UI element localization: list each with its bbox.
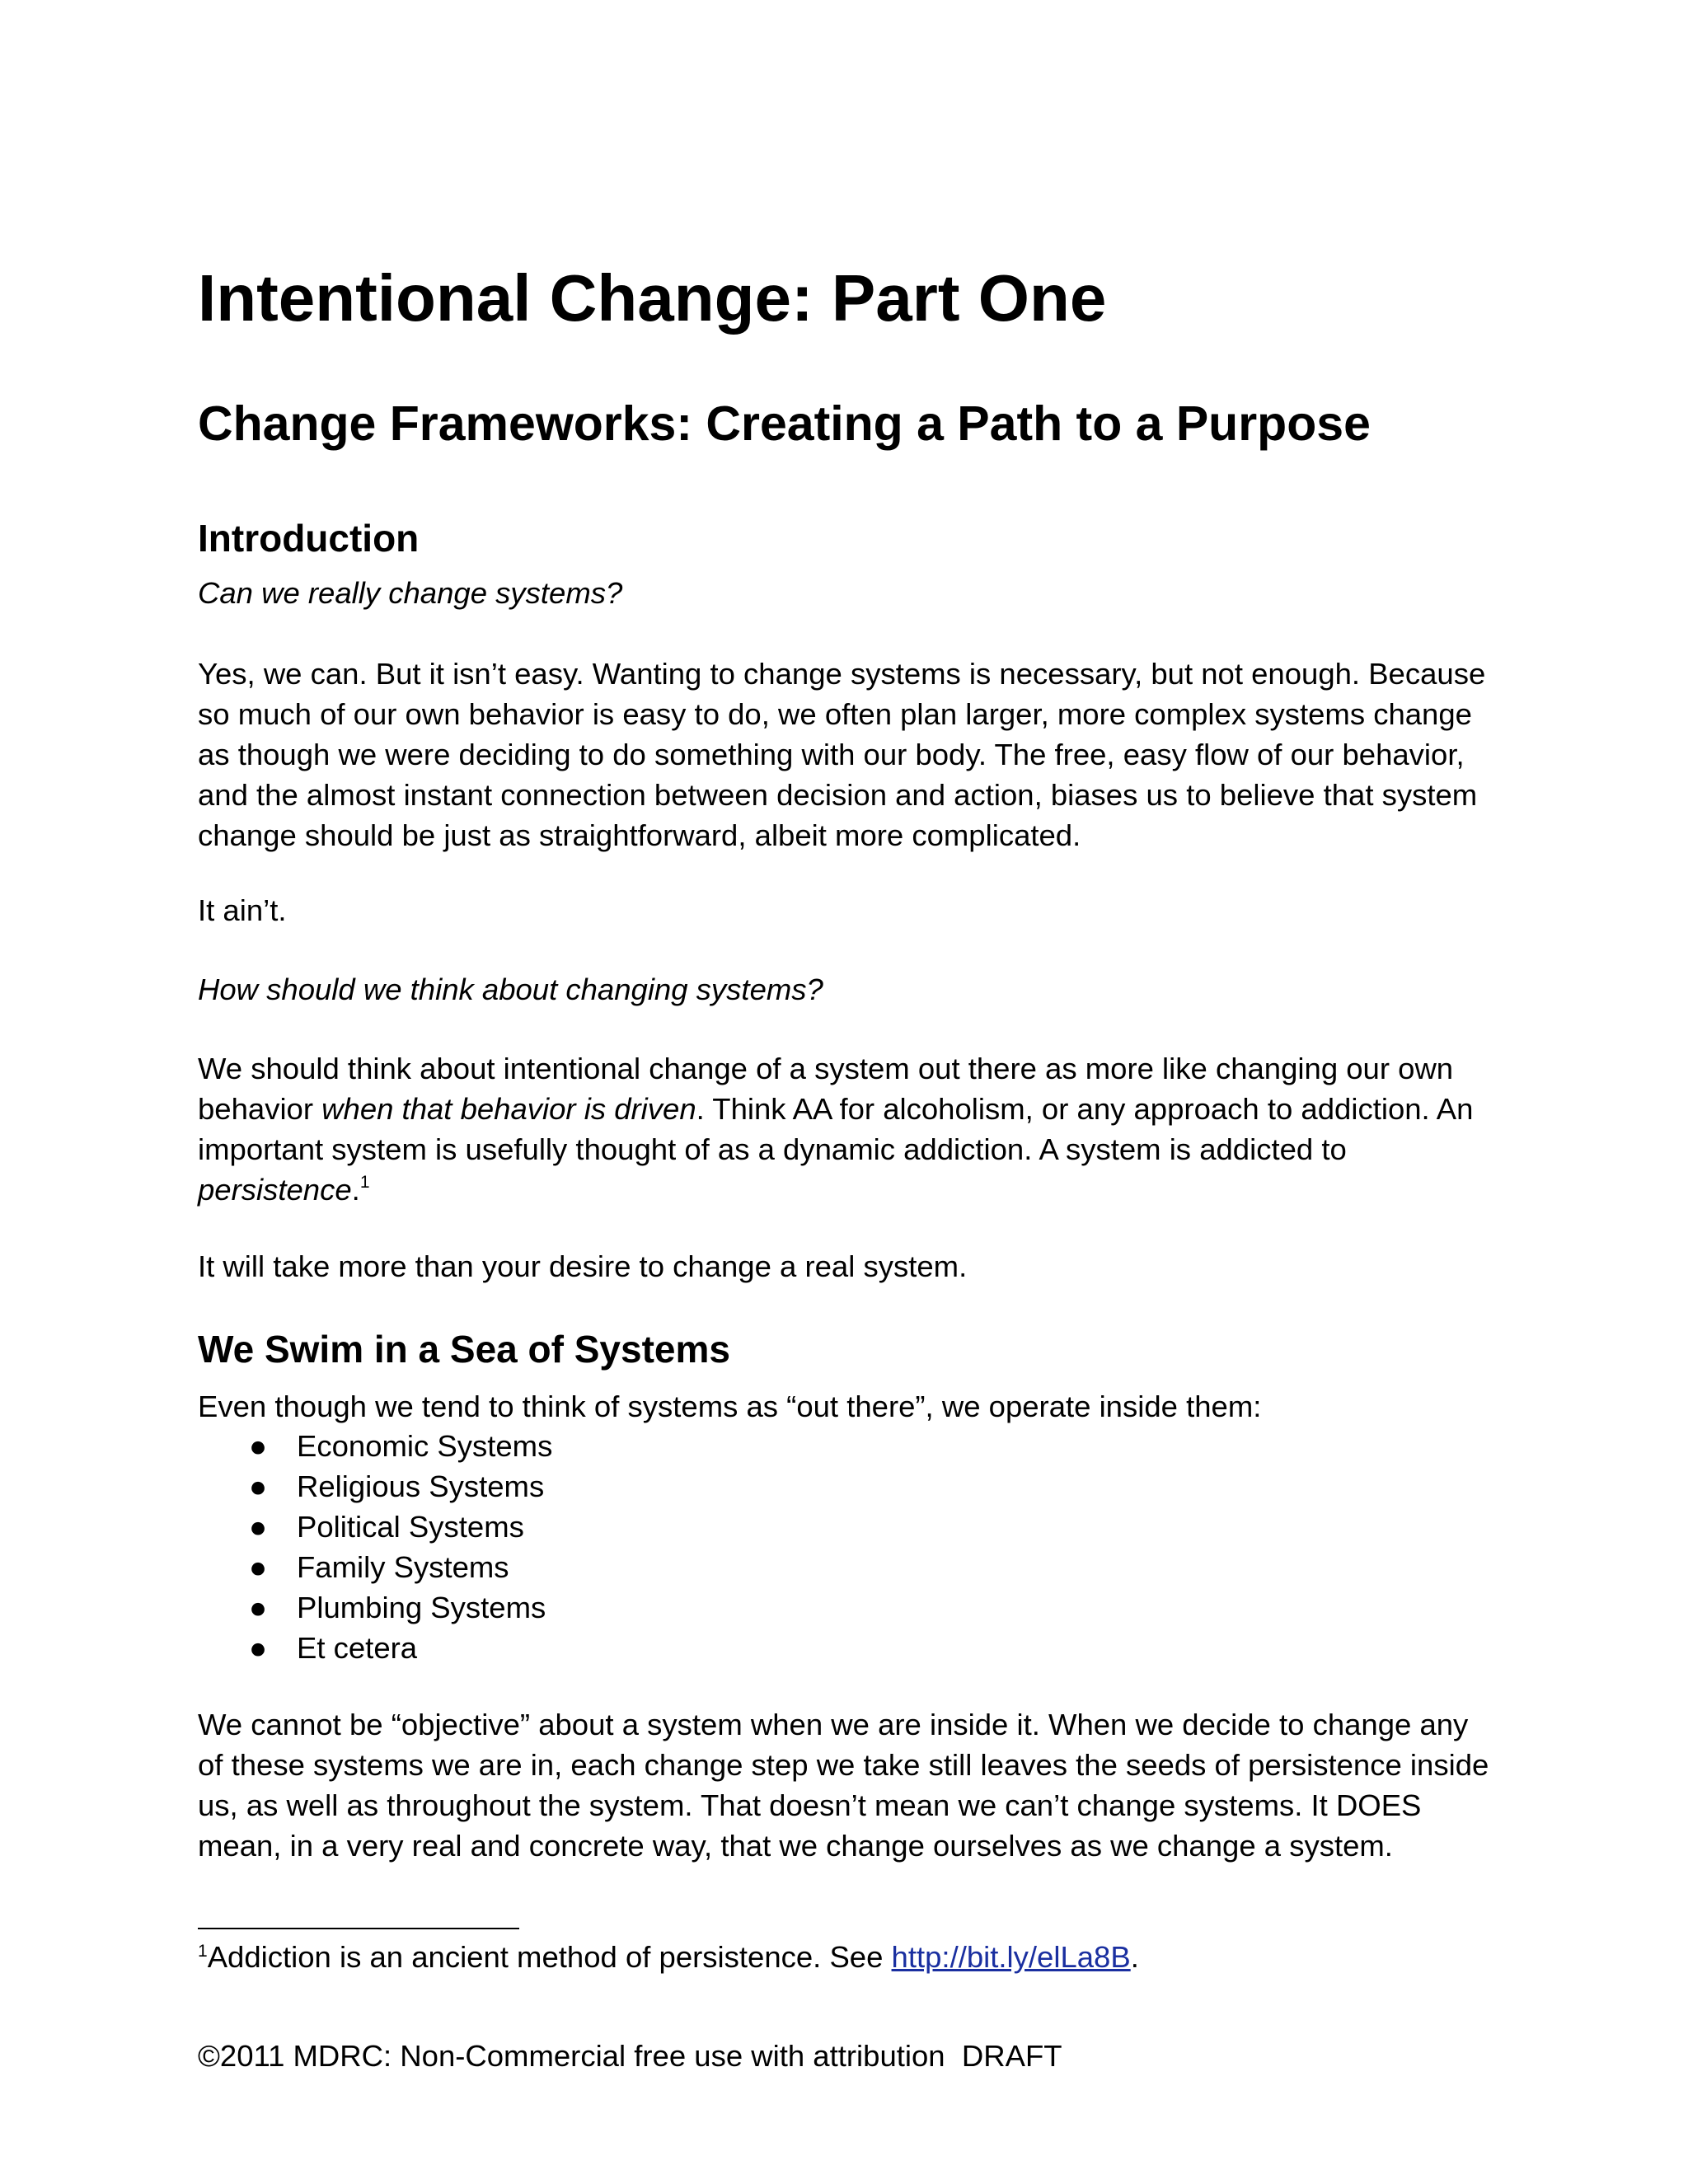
question-change-systems: Can we really change systems? [198, 576, 623, 610]
para3-text-c: . [351, 1173, 360, 1207]
footnote [198, 1937, 1139, 1977]
intro-paragraph-4: It will take more than your desire to change a real system. [198, 1249, 968, 1283]
sea-paragraph: We cannot be “objective” about a system when we are inside it. When we decide to change any of these systems we are in, each change step we take still leaves the seeds of persistence inside us, as well as throughout the system. That doesn’t mean we can’t change systems. It DOES mean, in a very real and concrete way, that we change ourselves as we change a system. [198, 1708, 1489, 1863]
page-title: Intentional Change: Part One [198, 261, 1107, 335]
bullet-icon: ● [249, 1591, 268, 1624]
bullet-icon: ● [249, 1550, 268, 1584]
para3-italic-persistence: persistence [198, 1173, 352, 1207]
intro-paragraph-3 [198, 1048, 1500, 1210]
list-item [198, 1466, 552, 1507]
sea-lead-text: Even though we tend to think of systems as “out there”, we operate inside them: [198, 1390, 1262, 1423]
list-item-label: Et cetera [297, 1631, 418, 1665]
bullet-icon: ● [249, 1631, 268, 1665]
list-item-label: Family Systems [297, 1550, 509, 1584]
page-subtitle: Change Frameworks: Creating a Path to a Purpose [198, 396, 1371, 451]
list-item-label: Political Systems [297, 1510, 524, 1544]
list-item [198, 1628, 552, 1668]
list-item [198, 1587, 552, 1628]
bullet-icon: ● [249, 1510, 268, 1544]
introduction-heading: Introduction [198, 517, 420, 560]
para3-italic-driven: when that behavior is driven [321, 1092, 696, 1126]
footnote-separator [198, 1928, 519, 1929]
page-footer: ©2011 MDRC: Non-Commercial free use with attribution DRAFT [198, 2039, 1062, 2073]
footnote-period: . [1130, 1940, 1139, 1974]
footnote-number: 1 [198, 1941, 208, 1961]
bullet-icon: ● [249, 1469, 268, 1503]
list-item-label: Economic Systems [297, 1429, 553, 1463]
intro-paragraph-2: It ain’t. [198, 893, 287, 927]
footnote-text: Addiction is an ancient method of persistence. See [207, 1940, 892, 1974]
sea-of-systems-heading: We Swim in a Sea of Systems [198, 1328, 730, 1371]
footnote-link[interactable]: http://bit.ly/elLa8B [891, 1940, 1131, 1974]
bullet-icon: ● [249, 1429, 268, 1463]
list-item [198, 1547, 552, 1587]
para3-text-a: We should think about intentional change of a system out there as more like changing our own behavior [198, 1052, 1454, 1126]
footnote-reference[interactable]: 1 [359, 1172, 370, 1192]
list-item-label: Religious Systems [297, 1469, 545, 1503]
question-think-about: How should we think about changing systems? [198, 972, 823, 1006]
intro-paragraph-1: Yes, we can. But it isn’t easy. Wanting to change systems is necessary, but not enough. Because so much of our own behavior is easy to do, we often plan larger, more complex systems change as though we were deciding to do something with our body. The free, easy flow of our behavior, and the almost instant connection between decision and action, biases us to believe that system change should be just as straightforward, albeit more complicated. [198, 657, 1486, 852]
list-item [198, 1507, 552, 1547]
list-item-label: Plumbing Systems [297, 1591, 546, 1624]
systems-list [198, 1426, 552, 1668]
list-item [198, 1426, 552, 1466]
para3-text-b: . Think AA for alcoholism, or any approach to addiction. An important system is usefully thought of as a dynamic addiction. A system is addicted to [198, 1092, 1474, 1166]
